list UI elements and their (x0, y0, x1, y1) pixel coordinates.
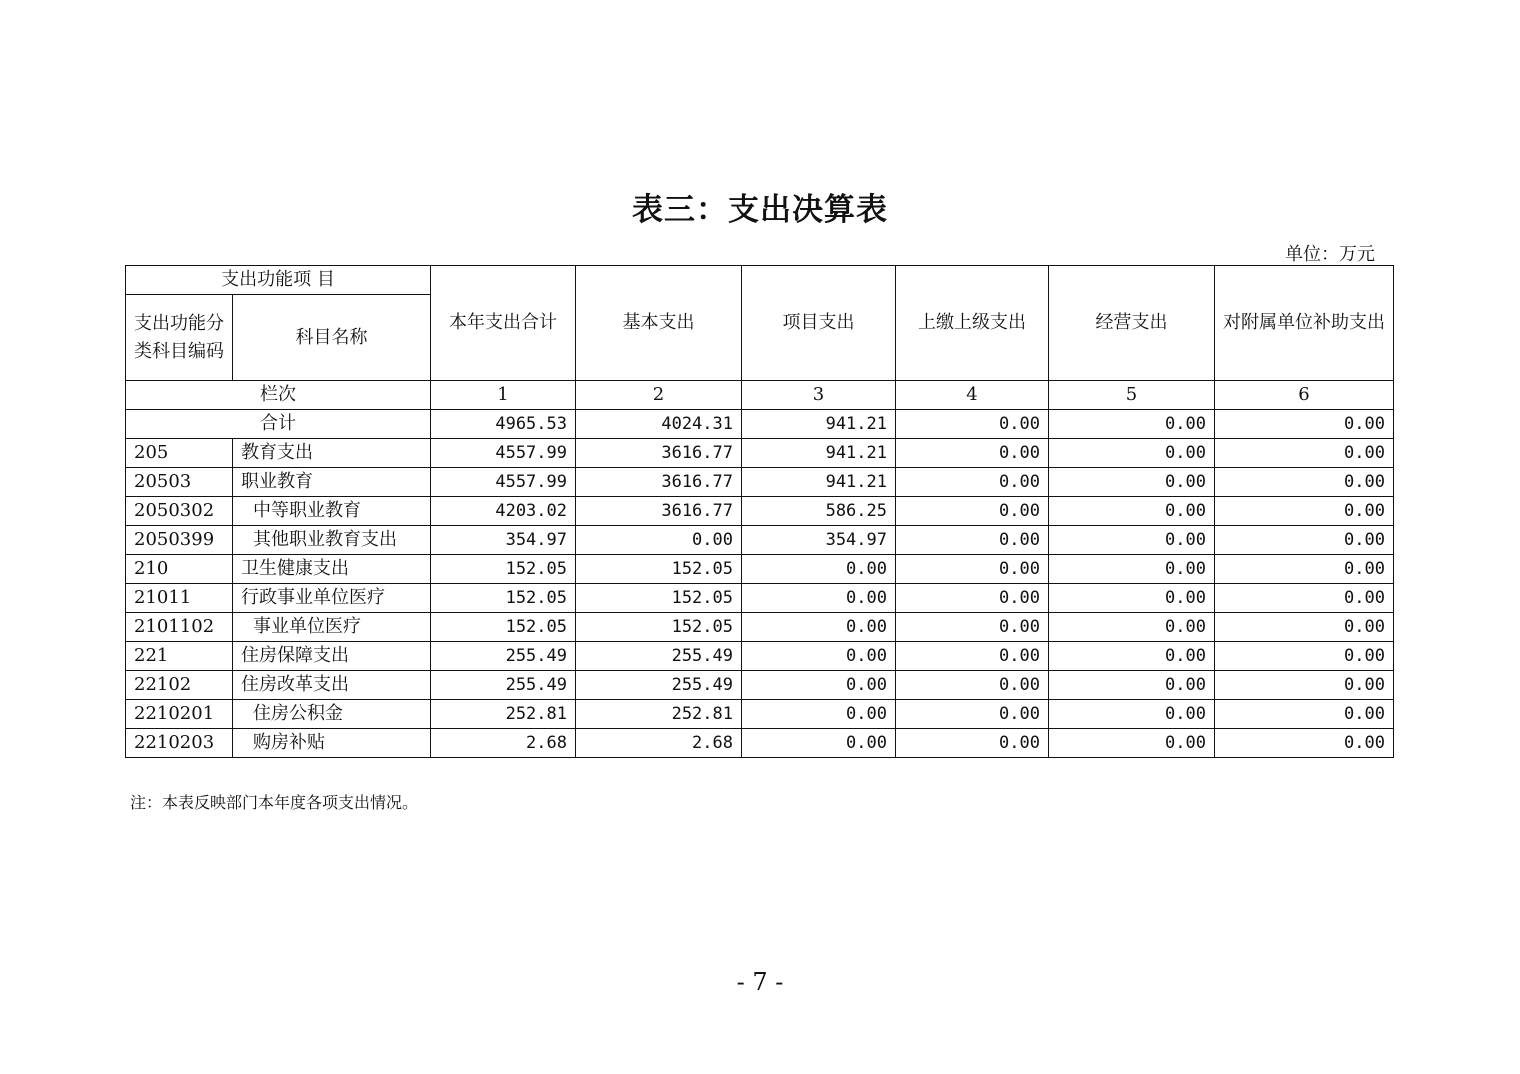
row-value: 354.97 (431, 526, 576, 555)
row-code: 2050399 (126, 526, 233, 555)
row-name: 教育支出 (233, 439, 431, 468)
total-value: 4965.53 (431, 410, 576, 439)
page-number: - 7 - (736, 968, 784, 996)
row-value: 152.05 (576, 584, 742, 613)
row-value: 0.00 (1049, 671, 1215, 700)
row-value: 152.05 (576, 555, 742, 584)
page-title: 表三：支出决算表 (632, 192, 888, 228)
row-value: 586.25 (742, 497, 896, 526)
table-row (126, 700, 1394, 729)
table-row (126, 613, 1394, 642)
row-value: 152.05 (431, 584, 576, 613)
row-value: 0.00 (896, 671, 1049, 700)
row-value: 0.00 (896, 468, 1049, 497)
row-value: 3616.77 (576, 468, 742, 497)
row-value: 0.00 (1049, 439, 1215, 468)
unit-label: 单位：万元 (1285, 244, 1375, 265)
row-name: 职业教育 (233, 468, 431, 497)
row-value: 0.00 (742, 729, 896, 758)
header-group: 支出功能项 目 (126, 266, 431, 295)
row-value: 0.00 (1215, 439, 1394, 468)
column-index: 4 (896, 381, 1049, 410)
header-code: 支出功能分类科目编码 (126, 295, 233, 381)
row-name: 事业单位医疗 (233, 613, 431, 642)
row-code: 221 (126, 642, 233, 671)
row-value: 0.00 (742, 584, 896, 613)
row-code: 22102 (126, 671, 233, 700)
table-row (126, 642, 1394, 671)
total-value: 0.00 (896, 410, 1049, 439)
total-value: 4024.31 (576, 410, 742, 439)
row-value: 2.68 (431, 729, 576, 758)
table-row (126, 671, 1394, 700)
row-value: 252.81 (576, 700, 742, 729)
row-value: 0.00 (742, 700, 896, 729)
row-value: 4557.99 (431, 468, 576, 497)
row-name: 住房改革支出 (233, 671, 431, 700)
row-value: 4203.02 (431, 497, 576, 526)
header-subsidy: 对附属单位补助支出 (1215, 266, 1394, 381)
row-code: 210 (126, 555, 233, 584)
row-value: 152.05 (431, 613, 576, 642)
row-value: 0.00 (1215, 555, 1394, 584)
row-value: 2.68 (576, 729, 742, 758)
row-value: 0.00 (896, 584, 1049, 613)
row-code: 2210203 (126, 729, 233, 758)
row-value: 0.00 (1049, 468, 1215, 497)
row-name: 卫生健康支出 (233, 555, 431, 584)
row-value: 0.00 (1049, 555, 1215, 584)
row-value: 0.00 (1215, 700, 1394, 729)
row-name: 住房公积金 (233, 700, 431, 729)
row-value: 0.00 (742, 671, 896, 700)
header-upper: 上缴上级支出 (896, 266, 1049, 381)
header-basic: 基本支出 (576, 266, 742, 381)
row-value: 0.00 (1049, 526, 1215, 555)
row-value: 0.00 (896, 526, 1049, 555)
column-index-label: 栏次 (126, 381, 431, 410)
row-value: 0.00 (1215, 671, 1394, 700)
total-value: 941.21 (742, 410, 896, 439)
row-value: 941.21 (742, 439, 896, 468)
table-row (126, 729, 1394, 758)
table-row (126, 584, 1394, 613)
row-name: 住房保障支出 (233, 642, 431, 671)
row-value: 0.00 (896, 555, 1049, 584)
table-row (126, 555, 1394, 584)
row-value: 255.49 (431, 671, 576, 700)
row-value: 152.05 (576, 613, 742, 642)
row-value: 255.49 (576, 671, 742, 700)
row-code: 205 (126, 439, 233, 468)
row-value: 941.21 (742, 468, 896, 497)
row-value: 0.00 (1049, 613, 1215, 642)
row-value: 4557.99 (431, 439, 576, 468)
row-value: 0.00 (742, 555, 896, 584)
row-value: 0.00 (1215, 468, 1394, 497)
column-index: 5 (1049, 381, 1215, 410)
row-value: 3616.77 (576, 497, 742, 526)
row-value: 0.00 (1049, 642, 1215, 671)
row-value: 252.81 (431, 700, 576, 729)
row-name: 行政事业单位医疗 (233, 584, 431, 613)
row-value: 0.00 (896, 700, 1049, 729)
row-value: 0.00 (896, 729, 1049, 758)
row-value: 0.00 (1215, 497, 1394, 526)
column-index: 6 (1215, 381, 1394, 410)
row-code: 20503 (126, 468, 233, 497)
row-value: 0.00 (1049, 584, 1215, 613)
row-value: 0.00 (1215, 729, 1394, 758)
row-value: 0.00 (1049, 729, 1215, 758)
row-value: 0.00 (742, 642, 896, 671)
header-total: 本年支出合计 (431, 266, 576, 381)
row-name: 中等职业教育 (233, 497, 431, 526)
header-business: 经营支出 (1049, 266, 1215, 381)
total-value: 0.00 (1049, 410, 1215, 439)
row-value: 0.00 (576, 526, 742, 555)
row-code: 2050302 (126, 497, 233, 526)
row-value: 255.49 (576, 642, 742, 671)
row-value: 0.00 (896, 497, 1049, 526)
column-index: 1 (431, 381, 576, 410)
header-name: 科目名称 (233, 295, 431, 381)
row-code: 2101102 (126, 613, 233, 642)
table-row (126, 497, 1394, 526)
row-value: 0.00 (1049, 497, 1215, 526)
column-index: 2 (576, 381, 742, 410)
row-code: 2210201 (126, 700, 233, 729)
row-name: 其他职业教育支出 (233, 526, 431, 555)
table-row (126, 439, 1394, 468)
total-label: 合计 (126, 410, 431, 439)
row-value: 0.00 (1215, 526, 1394, 555)
row-value: 0.00 (896, 439, 1049, 468)
row-value: 354.97 (742, 526, 896, 555)
table-note: 注：本表反映部门本年度各项支出情况。 (130, 793, 419, 812)
expenditure-table (125, 265, 1394, 758)
row-value: 255.49 (431, 642, 576, 671)
row-value: 0.00 (1215, 613, 1394, 642)
column-index: 3 (742, 381, 896, 410)
row-value: 0.00 (1215, 584, 1394, 613)
table-row (126, 468, 1394, 497)
row-value: 0.00 (896, 642, 1049, 671)
table-row (126, 526, 1394, 555)
row-value: 0.00 (896, 613, 1049, 642)
row-value: 0.00 (742, 613, 896, 642)
row-name: 购房补贴 (233, 729, 431, 758)
row-value: 0.00 (1215, 642, 1394, 671)
row-value: 152.05 (431, 555, 576, 584)
total-value: 0.00 (1215, 410, 1394, 439)
header-project: 项目支出 (742, 266, 896, 381)
row-value: 0.00 (1049, 700, 1215, 729)
row-code: 21011 (126, 584, 233, 613)
row-value: 3616.77 (576, 439, 742, 468)
